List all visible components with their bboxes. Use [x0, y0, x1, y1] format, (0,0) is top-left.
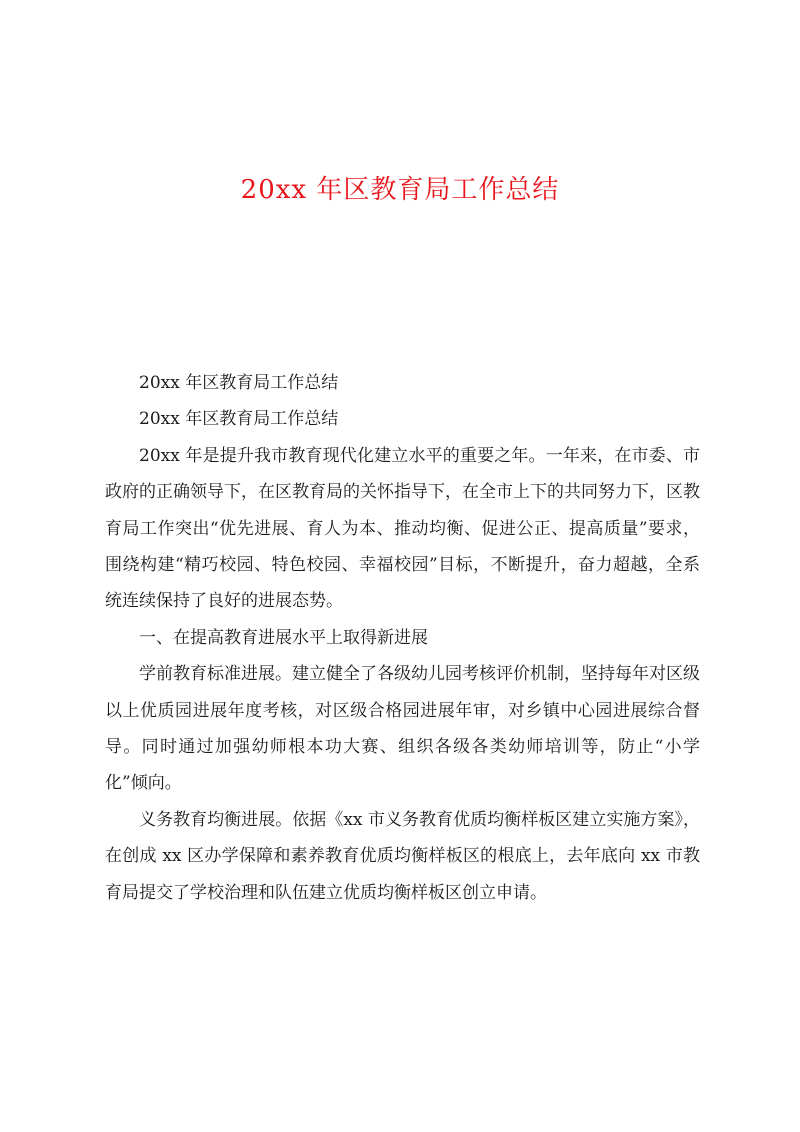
document-body [105, 365, 700, 911]
paragraph-preschool: 学前教育标准进展。建立健全了各级幼儿园考核评价机制，坚持每年对区级以上优质园进展年度考核，对区级合格园进展年审，对乡镇中心园进展综合督导。同时通过加强幼师根本功大赛、组织各级各类幼师培训等，防止“小学化”倾向。 [105, 664, 700, 794]
document-title: 20xx 年区教育局工作总结 [240, 175, 560, 205]
section-heading-1: 一、在提高教育进展水平上取得新进展 [139, 627, 428, 648]
paragraph-compulsory: 义务教育均衡进展。依据《xx 市义务教育优质均衡样板区建立实施方案》，在创成 xx 区办学保障和素养教育优质均衡样板区的根底上，去年底向 xx 市教育局提交了学校治理和队伍建立优质均衡样板区创立申请。 [105, 809, 700, 903]
paragraph-heading-repeat-2: 20xx 年区教育局工作总结 [139, 409, 339, 430]
paragraph-intro: 20xx 年是提升我市教育现代化建立水平的重要之年。一年来，在市委、市政府的正确领导下，在区教育局的关怀指导下，在全市上下的共同努力下，区教育局工作突出“优先进展、育人为本、推动均衡、促进公正、提高质量”要求，围绕构建“精巧校园、特色校园、幸福校园”目标，不断提升，奋力超越，全系统连续保持了良好的进展态势。 [105, 445, 700, 612]
paragraph-heading-repeat-1: 20xx 年区教育局工作总结 [139, 373, 339, 393]
